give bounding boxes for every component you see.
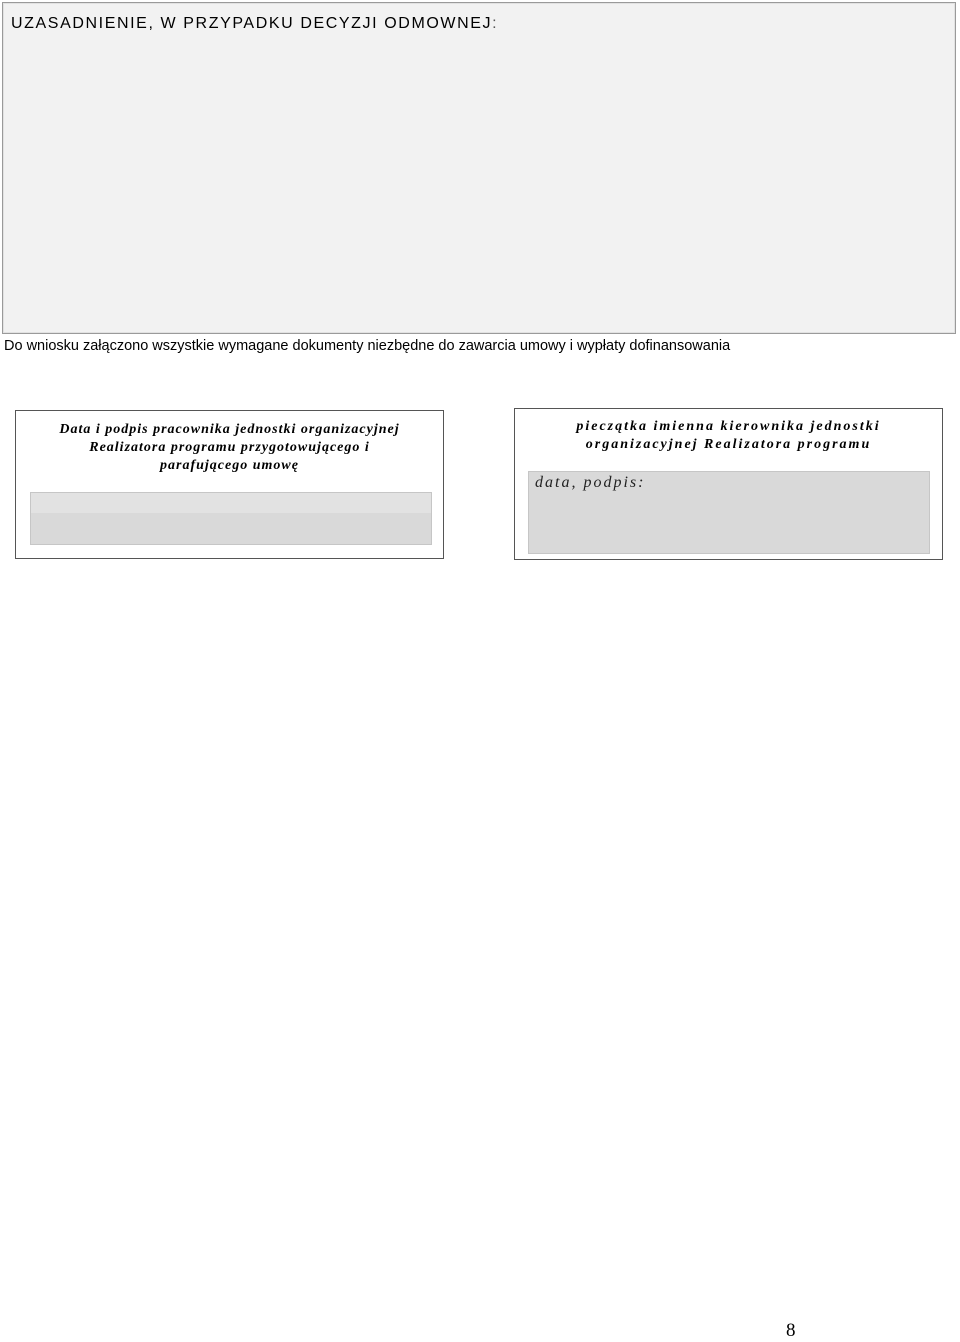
manager-signature-caption bbox=[515, 418, 942, 454]
employee-caption-line-1: Data i podpis pracownika jednostki organizacyjnej bbox=[59, 422, 400, 437]
employee-signature-caption bbox=[16, 421, 443, 475]
employee-signature-field[interactable] bbox=[30, 492, 432, 545]
employee-caption-line-2: Realizatora programu przygotowującego i bbox=[89, 440, 370, 455]
manager-caption-line-1: pieczątka imienna kierownika jednostki bbox=[576, 419, 881, 434]
manager-signature-field[interactable] bbox=[528, 471, 930, 554]
documents-statement: Do wniosku załączono wszystkie wymagane dokumenty niezbędne do zawarcia umowy i wypłaty dofinansowania bbox=[4, 338, 731, 354]
date-signature-label: data, podpis: bbox=[535, 474, 646, 491]
justification-title-colon: : bbox=[492, 15, 499, 32]
page-number: 8 bbox=[786, 1320, 796, 1341]
employee-signature-field-stripe bbox=[31, 493, 431, 513]
employee-caption-line-3: parafującego umowę bbox=[160, 458, 299, 473]
justification-title bbox=[11, 15, 498, 33]
manager-signature-box bbox=[514, 408, 943, 560]
justification-title-text: UZASADNIENIE, W PRZYPADKU DECYZJI ODMOWNEJ bbox=[11, 15, 493, 32]
justification-box[interactable] bbox=[2, 2, 956, 334]
manager-caption-line-2: organizacyjnej Realizatora programu bbox=[585, 437, 872, 452]
employee-signature-box bbox=[15, 410, 444, 559]
